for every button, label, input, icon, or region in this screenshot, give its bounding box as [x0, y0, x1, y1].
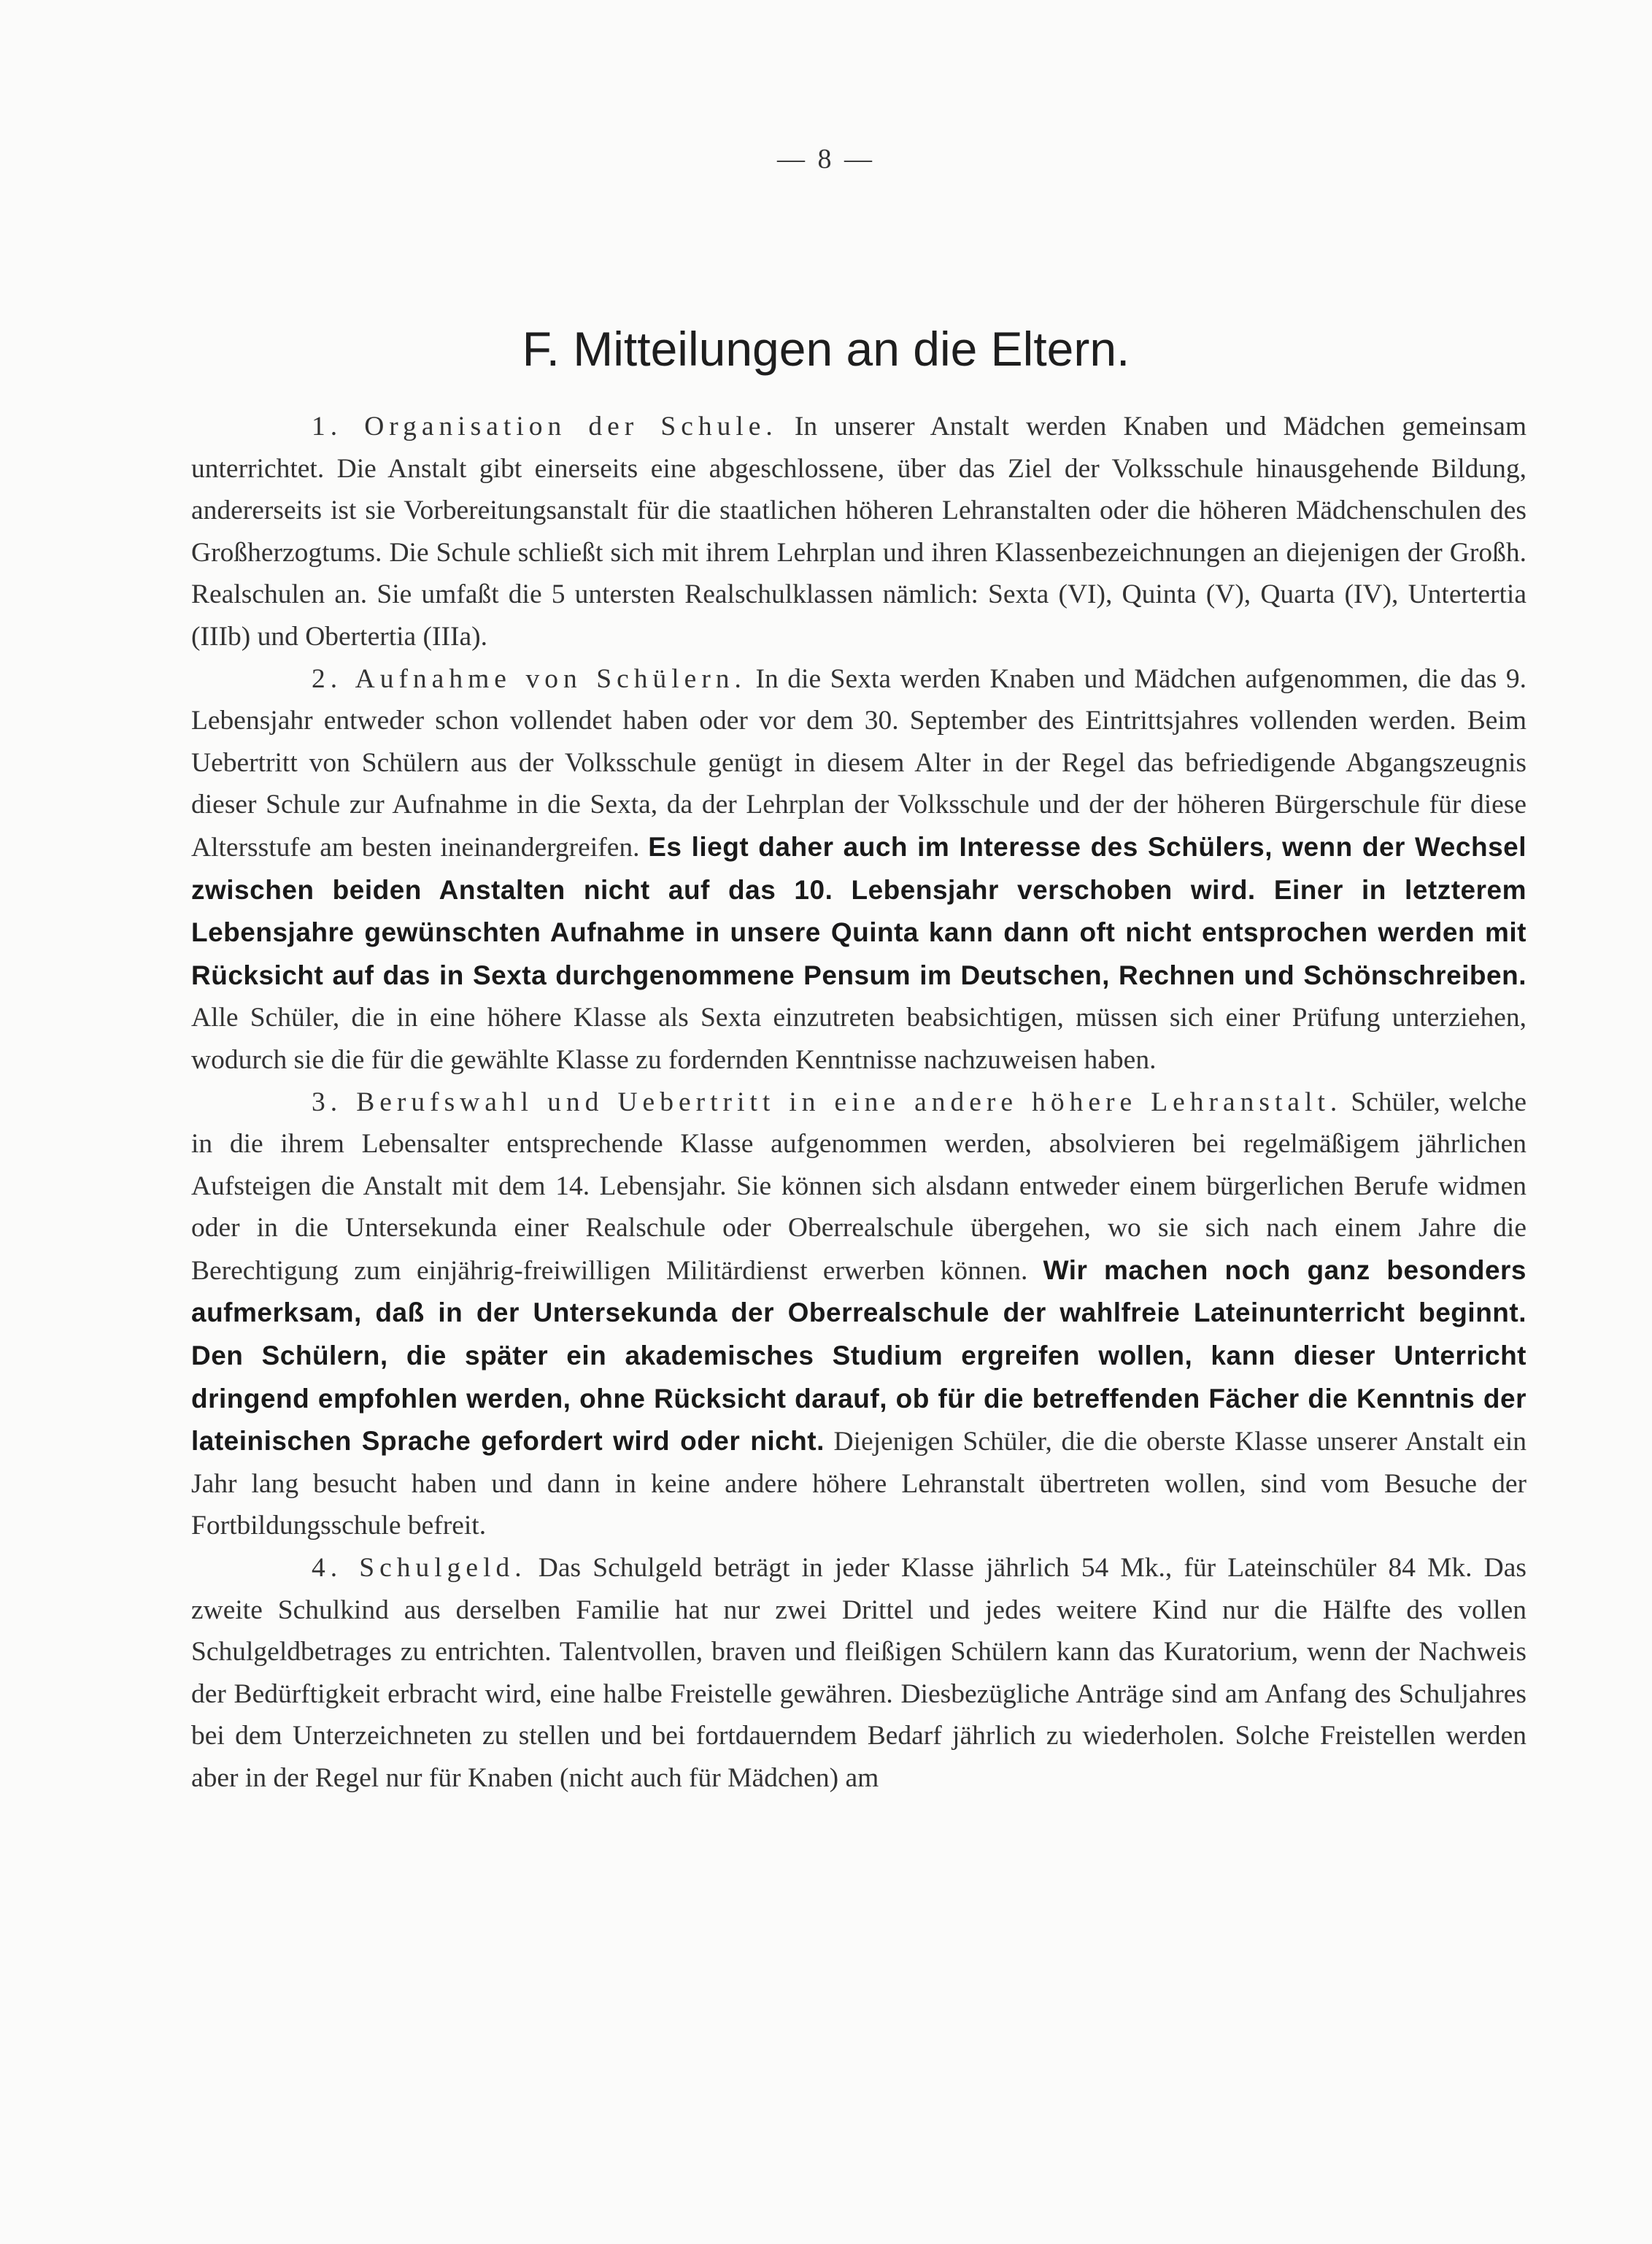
section-heading: 1. Organisation der Schule.	[312, 412, 778, 442]
section-heading: 3. Berufswahl und Uebertritt in eine andere höhere Lehranstalt.	[312, 1087, 1343, 1117]
section-schulgeld	[191, 1547, 1526, 1800]
section-text: Alle Schüler, die in eine höhere Klasse als Sexta einzutreten beabsichtigen, müssen sich einer Prüfung unterziehen, wodurch sie die für die gewählte Klasse zu fordernden Kenntnisse nachzuweisen haben.	[191, 1003, 1526, 1075]
document-body	[191, 406, 1526, 1800]
section-text: Schüler, welche in die ihrem Lebensalter entsprechende Klasse aufgenommen werden, absolvieren bei regelmäßigem jährlichen Aufsteigen die Anstalt mit dem 14. Lebensjahr. Sie können sich alsdann entweder einem bürgerlichen Berufe widmen oder in die Untersekunda einer Realschule oder Oberrealschule übergehen, wo sie sich nach einem Jahre die Berechtigung zum einjährig-freiwilligen Militärdienst erwerben können.	[191, 1087, 1527, 1286]
page-number: — 8 —	[777, 144, 875, 174]
section-heading: 4. Schulgeld.	[312, 1553, 527, 1584]
emphasized-notice: Wir machen noch ganz besonders aufmerksam, daß in der Untersekunda der Oberrealschule der wahlfreie Lateinunterricht beginnt. Den Schülern, die später ein akademisches Studium ergreifen wollen, kann dieser Unterricht dringend empfohlen werden, ohne Rücksicht darauf, ob für die betreffenden Fächer die Kenntnis der lateinischen Sprache gefordert wird oder nicht.	[191, 1254, 1527, 1457]
section-text: Diejenigen Schüler, die die oberste Klasse unserer Anstalt ein Jahr lang besucht haben und dann in keine andere höhere Lehranstalt übertreten wollen, sind vom Besuche der Fortbildungsschule befreit.	[191, 1427, 1527, 1541]
section-organisation	[191, 406, 1526, 658]
page-title: F. Mitteilungen an die Eltern.	[522, 322, 1130, 376]
section-berufswahl	[191, 1081, 1526, 1548]
emphasized-notice: Es liegt daher auch im Interesse des Schülers, wenn der Wechsel zwischen beiden Anstalten nicht auf das 10. Lebensjahr verschoben wird. Einer in letzterem Lebensjahre gewünschten Aufnahme in unsere Quinta kann dann oft nicht entsprochen werden mit Rücksicht auf das in Sexta durchgenommene Pensum im Deutschen, Rechnen und Schönschreiben.	[191, 831, 1527, 990]
section-aufnahme	[191, 658, 1526, 1081]
section-heading: 2. Aufnahme von Schülern.	[312, 663, 746, 694]
section-text: In unserer Anstalt werden Knaben und Mädchen gemeinsam unterrichtet. Die Anstalt gibt einerseits eine abgeschlossene, über das Ziel der Volksschule hinausgehende Bildung, andererseits ist sie Vorbereitungsanstalt für die staatlichen höheren Lehranstalten oder die höheren Mädchenschulen des Großherzogtums. Die Schule schließt sich mit ihrem Lehrplan und ihren Klassenbezeichnungen an diejenigen der Großh. Realschulen an. Sie umfaßt die 5 untersten Realschulklassen nämlich: Sexta (VI), Quinta (V), Quarta (IV), Untertertia (IIIb) und Obertertia (IIIa).	[191, 412, 1527, 652]
section-text: Das Schulgeld beträgt in jeder Klasse jährlich 54 Mk., für Lateinschüler 84 Mk. Das zweite Schulkind aus derselben Familie hat nur zwei Drittel und jedes weitere Kind nur die Hälfte des vollen Schulgeldbetrages zu entrichten. Talentvollen, braven und fleißigen Schülern kann das Kuratorium, wenn der Nachweis der Bedürftigkeit erbracht wird, eine halbe Freistelle gewähren. Diesbezügliche Anträge sind am Anfang des Schuljahres bei dem Unterzeichneten zu stellen und bei fortdauerndem Bedarf jährlich zu wiederholen. Solche Freistellen werden aber in der Regel nur für Knaben (nicht auch für Mädchen) am	[191, 1553, 1527, 1793]
section-text: In die Sexta werden Knaben und Mädchen aufgenommen, die das 9. Lebensjahr entweder schon vollendet haben oder vor dem 30. September des Eintrittsjahres vollenden werden. Beim Uebertritt von Schülern aus der Volksschule genügt in diesem Alter in der Regel das befriedigende Abgangszeugnis dieser Schule zur Aufnahme in die Sexta, da der Lehrplan der Volksschule und der der höheren Bürgerschule für diese Altersstufe am besten ineinandergreifen.	[191, 663, 1526, 863]
